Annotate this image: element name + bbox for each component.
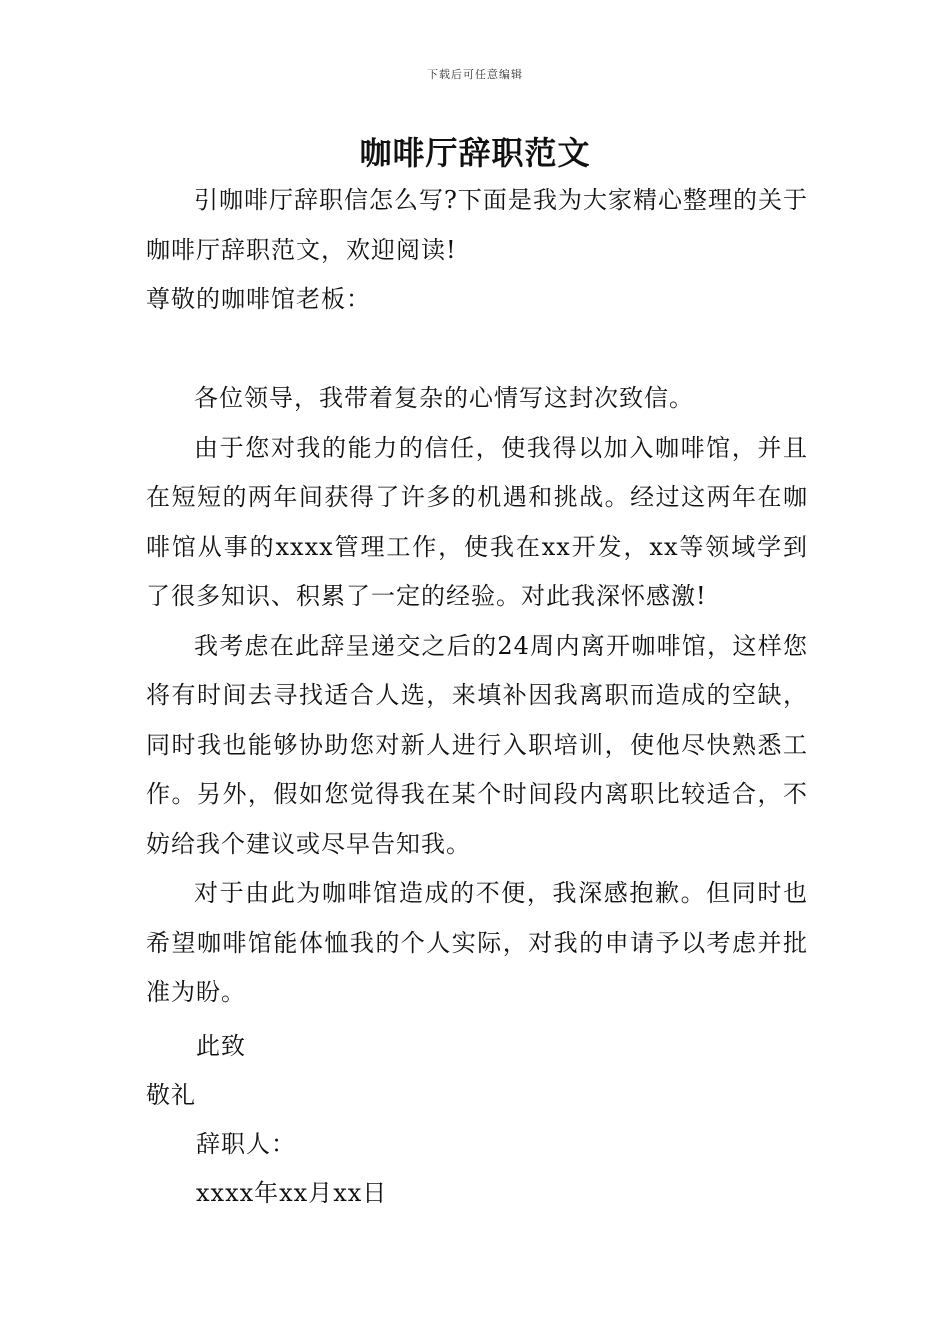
body-paragraph-1: 各位领导，我带着复杂的心情写这封次致信。 bbox=[194, 384, 694, 412]
intro-block bbox=[146, 176, 808, 275]
signature-label: 辞职人： bbox=[196, 1130, 296, 1158]
body-paragraph-2: 由于您对我的能力的信任，使我得以加入咖啡馆，并且在短短的两年间获得了许多的机遇和挑战。经过这两年在咖啡馆从事的xxxx管理工作，使我在xx开发，xx等领域学到了很多知识、积累了一定的经验。对此我深怀感激! bbox=[146, 433, 808, 610]
body-paragraph-3: 我考虑在此辞呈递交之后的24周内离开咖啡馆，这样您将有时间去寻找适合人选，来填补因我离职而造成的空缺，同时我也能够协助您对新人进行入职培训，使他尽快熟悉工作。另外，假如您觉得我在某个时间段内离职比较适合，不妨给我个建议或尽早告知我。 bbox=[146, 631, 808, 858]
date-line: xxxx年xx月xx日 bbox=[196, 1179, 388, 1207]
document-title: 咖啡厅辞职范文 bbox=[359, 134, 591, 172]
salutation: 尊敬的咖啡馆老板： bbox=[146, 285, 371, 313]
closing-salute: 敬礼 bbox=[146, 1081, 196, 1109]
letter-body bbox=[146, 374, 808, 1018]
closing-phrase: 此致 bbox=[196, 1032, 246, 1060]
header-note: 下载后可任意编辑 bbox=[427, 68, 523, 81]
body-paragraph-4: 对于由此为咖啡馆造成的不便，我深感抱歉。但同时也希望咖啡馆能体恤我的个人实际，对我的申请予以考虑并批准为盼。 bbox=[146, 879, 808, 1006]
intro-paragraph: 引咖啡厅辞职信怎么写?下面是我为大家精心整理的关于咖啡厅辞职范文，欢迎阅读! bbox=[146, 186, 808, 264]
